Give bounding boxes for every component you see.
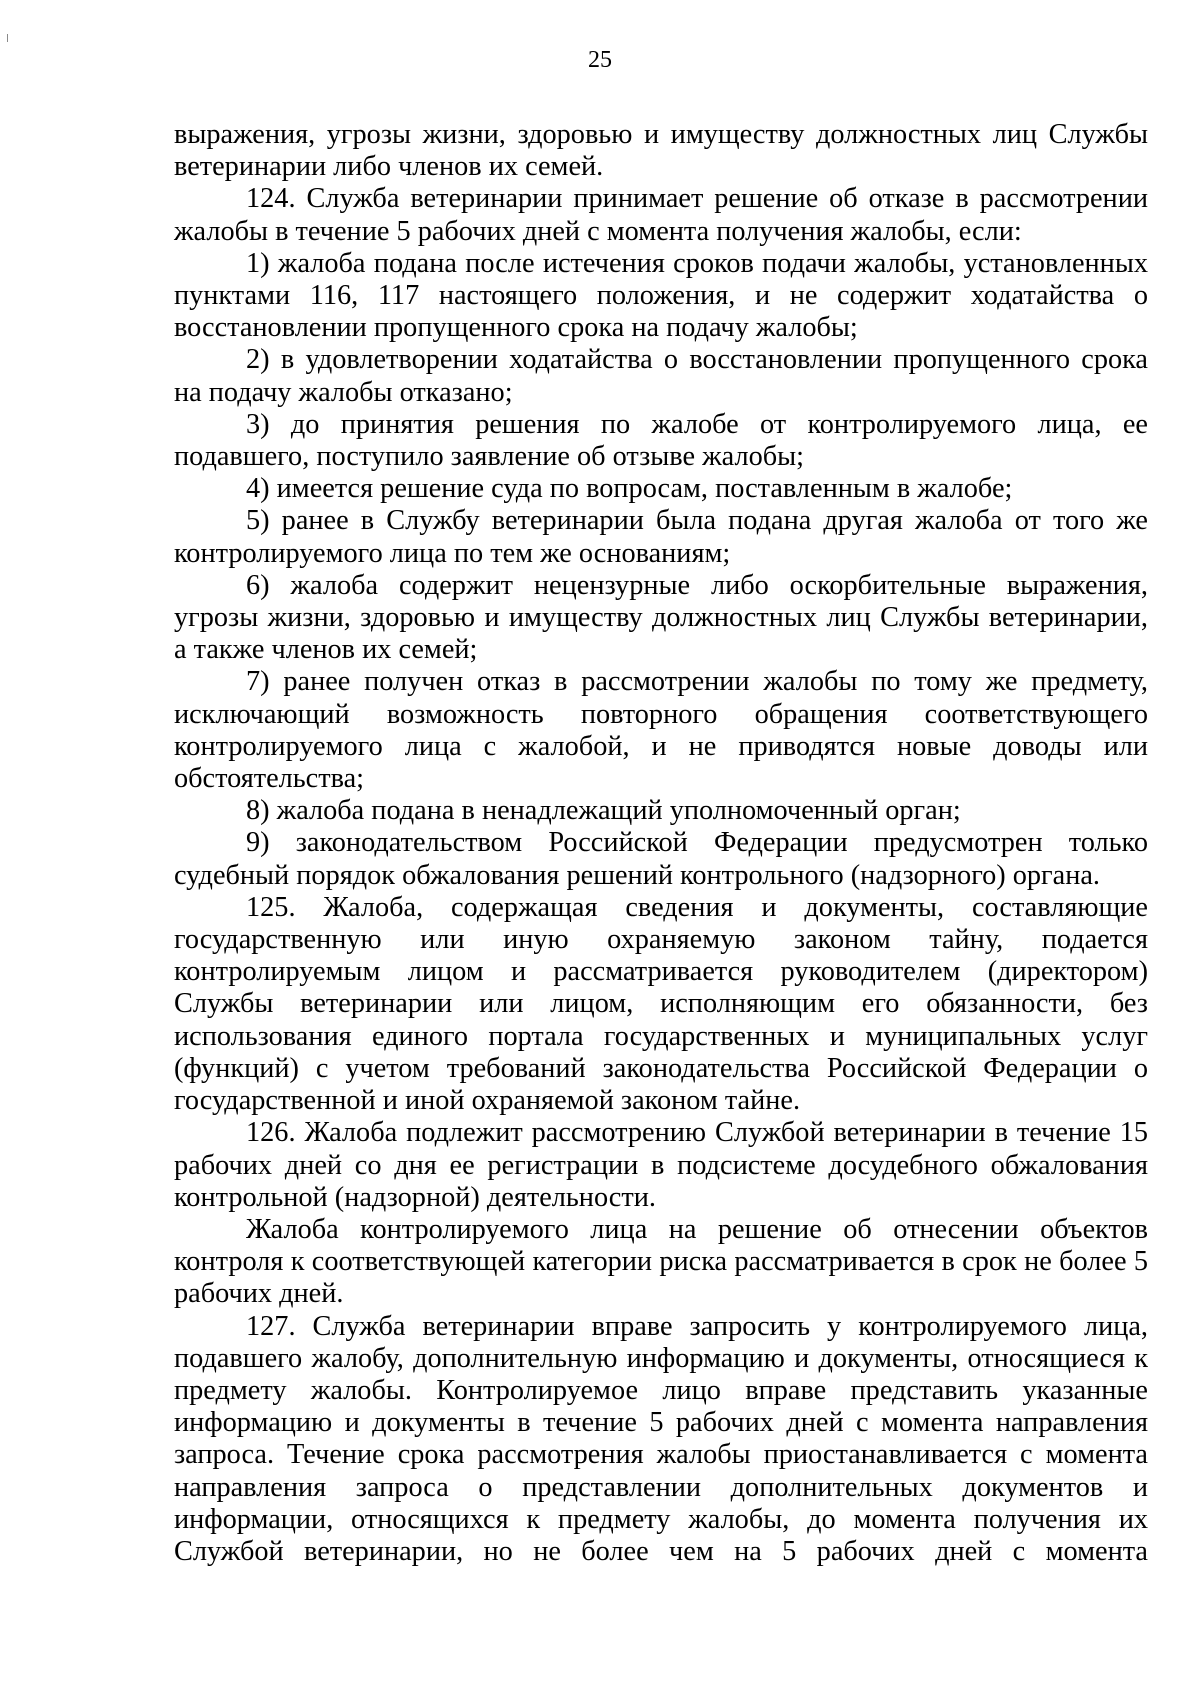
paragraph-125: 125. Жалоба, содержащая сведения и документы, составляющие государственную или иную охраняемую законом тайну, подается контролируемым лицом и рассматривается руководителем (директором) Службы ветеринарии или лицом, исполняющим его обязанности, без использования единого портала государственных и муниципальных услуг (функций) с учетом требований законодательства Российской Федерации о государственной и иной охраняемой законом тайне. (174, 891, 1148, 1117)
scan-edge-mark (7, 34, 8, 42)
list-item-7: 7) ранее получен отказ в рассмотрении жалобы по тому же предмету, исключающий возможность повторного обращения соответствующего контролируемого лица с жалобой, и не приводятся новые доводы или обстоятельства; (174, 666, 1148, 795)
paragraph-124: 124. Служба ветеринарии принимает решение об отказе в рассмотрении жалобы в течение 5 рабочих дней с момента получения жалобы, если: (174, 183, 1148, 247)
list-item-8: 8) жалоба подана в ненадлежащий уполномоченный орган; (246, 795, 961, 827)
list-item-4: 4) имеется решение суда по вопросам, поставленным в жалобе; (246, 473, 1013, 505)
paragraph-126: 126. Жалоба подлежит рассмотрению Службой ветеринарии в течение 15 рабочих дней со дня ее регистрации в подсистеме досудебного обжалования контрольной (надзорной) деятельности. (174, 1117, 1148, 1213)
list-item-3: 3) до принятия решения по жалобе от контролируемого лица, ее подавшего, поступило заявление об отзыве жалобы; (174, 408, 1148, 473)
paragraph-127: 127. Служба ветеринарии вправе запросить у контролируемого лица, подавшего жалобу, дополнительную информацию и документы, относящиеся к предмету жалобы. Контролируемое лицо вправе представить указанные информацию и документы в течение 5 рабочих дней с момента направления запроса. Течение срока рассмотрения жалобы приостанавливается с момента направления запроса о представлении дополнительных документов и информации, относящихся к предмету жалобы, до момента получения их Службой ветеринарии, но не более чем на 5 рабочих дней с момента (174, 1310, 1148, 1567)
list-item-6: 6) жалоба содержит нецензурные либо оскорбительные выражения, угрозы жизни, здоровью и имуществу должностных лиц Службы ветеринарии, а также членов их семей; (174, 569, 1148, 666)
list-item-2: 2) в удовлетворении ходатайства о восстановлении пропущенного срока на подачу жалобы отказано; (174, 344, 1148, 408)
document-body (174, 119, 1148, 1568)
page-number: 25 (588, 47, 612, 73)
list-item-1: 1) жалоба подана после истечения сроков подачи жалобы, установленных пунктами 116, 117 настоящего положения, и не содержит ходатайства о восстановлении пропущенного срока на подачу жалобы; (174, 247, 1148, 344)
list-item-9: 9) законодательством Российской Федерации предусмотрен только судебный порядок обжалования решений контрольного (надзорного) органа. (174, 827, 1148, 891)
paragraph-continuation: выражения, угрозы жизни, здоровью и имуществу должностных лиц Службы ветеринарии либо членов их семей. (174, 119, 1148, 183)
paragraph-risk-category: Жалоба контролируемого лица на решение об отнесении объектов контроля к соответствующей категории риска рассматривается в срок не более 5 рабочих дней. (174, 1213, 1148, 1310)
list-item-5: 5) ранее в Службу ветеринарии была подана другая жалоба от того же контролируемого лица по тем же основаниям; (174, 505, 1148, 569)
